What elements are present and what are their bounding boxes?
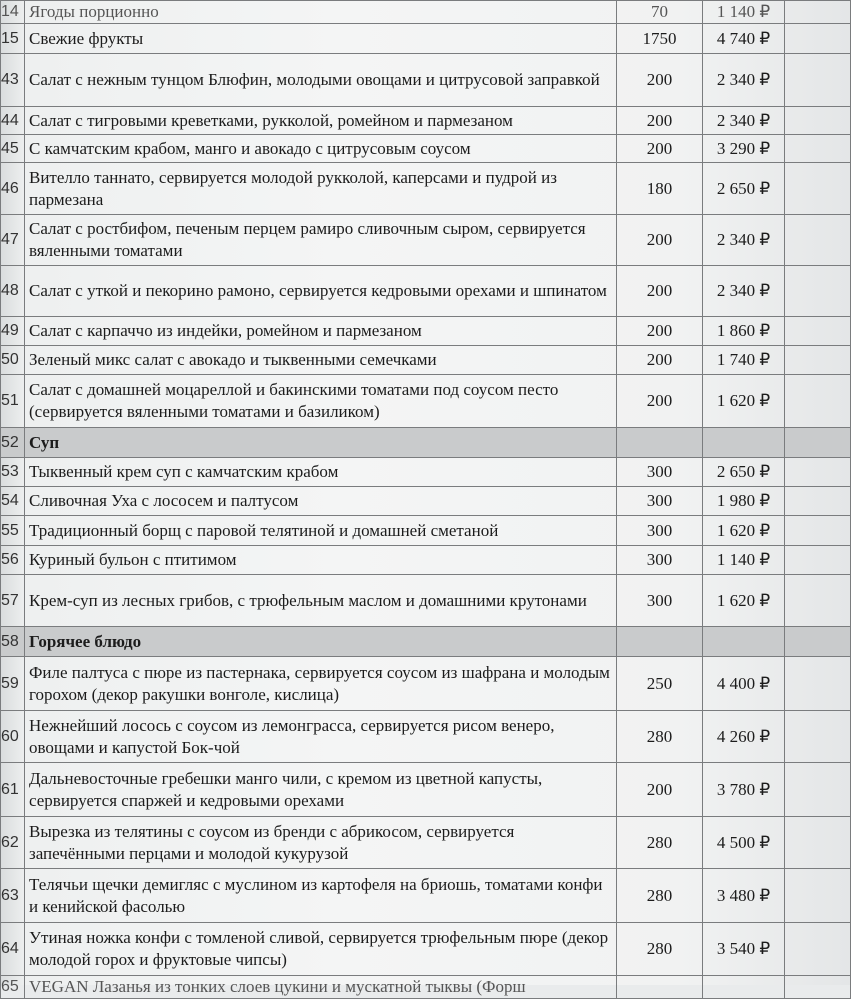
section-row: [1, 627, 851, 657]
menu-row: [1, 817, 851, 869]
empty-cell: [785, 763, 851, 817]
dish-price: 3 480 ₽: [703, 869, 785, 923]
dish-weight: 300: [617, 458, 703, 487]
dish-name: С камчатским крабом, манго и авокадо с цитрусовым соусом: [25, 135, 617, 163]
dish-weight: 200: [617, 54, 703, 107]
empty-cell: [785, 375, 851, 428]
dish-weight: 280: [617, 869, 703, 923]
dish-weight: 180: [617, 163, 703, 215]
menu-row: [1, 266, 851, 317]
menu-row: [1, 869, 851, 923]
empty-cell: [785, 516, 851, 546]
row-number: 15: [1, 24, 25, 54]
dish-weight: 300: [617, 516, 703, 546]
dish-name: Суп: [25, 428, 617, 458]
row-number: 56: [1, 546, 25, 575]
menu-row: [1, 976, 851, 999]
row-number: 49: [1, 317, 25, 346]
dish-price: 1 620 ₽: [703, 516, 785, 546]
menu-row: [1, 54, 851, 107]
dish-weight: 280: [617, 923, 703, 976]
menu-row: [1, 546, 851, 575]
dish-weight: 300: [617, 575, 703, 627]
menu-row: [1, 487, 851, 516]
row-number: 57: [1, 575, 25, 627]
dish-price: 1 980 ₽: [703, 487, 785, 516]
dish-name: Салат с домашней моцареллой и бакинскими томатами под соусом песто (сервируется вяленными томатами и базиликом): [25, 375, 617, 428]
menu-row: [1, 516, 851, 546]
menu-row: [1, 215, 851, 266]
dish-weight: 1750: [617, 24, 703, 54]
empty-cell: [785, 458, 851, 487]
menu-row: [1, 135, 851, 163]
dish-price: 3 540 ₽: [703, 923, 785, 976]
row-number: 58: [1, 627, 25, 657]
empty-cell: [785, 215, 851, 266]
dish-price: 1 140 ₽: [703, 1, 785, 24]
dish-name: Салат с уткой и пекорино рамоно, сервируется кедровыми орехами и шпинатом: [25, 266, 617, 317]
dish-name: Традиционный борщ с паровой телятиной и домашней сметаной: [25, 516, 617, 546]
menu-row: [1, 711, 851, 763]
dish-name: VEGAN Лазанья из тонких слоев цукини и мускатной тыквы (Форш: [25, 976, 617, 999]
dish-weight: [617, 627, 703, 657]
row-number: 55: [1, 516, 25, 546]
row-number: 50: [1, 346, 25, 375]
dish-name: Куриный бульон с птитимом: [25, 546, 617, 575]
menu-row: [1, 107, 851, 135]
section-row: [1, 428, 851, 458]
row-number: 65: [1, 976, 25, 999]
row-number: 14: [1, 1, 25, 24]
menu-row: [1, 346, 851, 375]
dish-name: Утиная ножка конфи с томленой сливой, сервируется трюфельным пюре (декор молодой горох и фруктовые чипсы): [25, 923, 617, 976]
dish-price: 1 140 ₽: [703, 546, 785, 575]
dish-name: Салат с тигровыми креветками, рукколой, ромейном и пармезаном: [25, 107, 617, 135]
empty-cell: [785, 346, 851, 375]
empty-cell: [785, 575, 851, 627]
dish-weight: 280: [617, 817, 703, 869]
row-number: 46: [1, 163, 25, 215]
dish-weight: 200: [617, 375, 703, 428]
empty-cell: [785, 107, 851, 135]
dish-weight: 300: [617, 487, 703, 516]
row-number: 59: [1, 657, 25, 711]
dish-weight: 200: [617, 317, 703, 346]
dish-price: [703, 428, 785, 458]
row-number: 60: [1, 711, 25, 763]
empty-cell: [785, 711, 851, 763]
dish-weight: 300: [617, 546, 703, 575]
menu-row: [1, 763, 851, 817]
empty-cell: [785, 869, 851, 923]
dish-price: 2 340 ₽: [703, 107, 785, 135]
dish-price: 4 500 ₽: [703, 817, 785, 869]
row-number: 62: [1, 817, 25, 869]
empty-cell: [785, 163, 851, 215]
row-number: 48: [1, 266, 25, 317]
dish-name: Нежнейший лосось с соусом из лемонграсса, сервируется рисом венеро, овощами и капустой Бок-чой: [25, 711, 617, 763]
dish-price: [703, 976, 785, 999]
dish-name: Горячее блюдо: [25, 627, 617, 657]
row-number: 47: [1, 215, 25, 266]
empty-cell: [785, 24, 851, 54]
dish-name: Свежие фрукты: [25, 24, 617, 54]
dish-price: 2 340 ₽: [703, 54, 785, 107]
dish-name: Дальневосточные гребешки манго чили, с кремом из цветной капусты, сервируется спаржей и кедровыми орехами: [25, 763, 617, 817]
dish-name: Вителло таннато, сервируется молодой рукколой, каперсами и пудрой из пармезана: [25, 163, 617, 215]
empty-cell: [785, 266, 851, 317]
menu-row: [1, 1, 851, 24]
empty-cell: [785, 317, 851, 346]
row-number: 53: [1, 458, 25, 487]
empty-cell: [785, 487, 851, 516]
dish-name: Филе палтуса с пюре из пастернака, сервируется соусом из шафрана и молодым горохом (декор ракушки вонголе, кислица): [25, 657, 617, 711]
menu-row: [1, 458, 851, 487]
empty-cell: [785, 657, 851, 711]
dish-name: Вырезка из телятины с соусом из бренди с абрикосом, сервируется запечёнными перцами и молодой кукурузой: [25, 817, 617, 869]
row-number: 52: [1, 428, 25, 458]
dish-weight: 250: [617, 657, 703, 711]
menu-row: [1, 317, 851, 346]
dish-weight: 200: [617, 266, 703, 317]
dish-price: 1 860 ₽: [703, 317, 785, 346]
row-number: 43: [1, 54, 25, 107]
dish-price: 1 740 ₽: [703, 346, 785, 375]
dish-name: Сливочная Уха с лососем и палтусом: [25, 487, 617, 516]
empty-cell: [785, 135, 851, 163]
row-number: 63: [1, 869, 25, 923]
menu-row: [1, 375, 851, 428]
row-number: 51: [1, 375, 25, 428]
menu-row: [1, 163, 851, 215]
empty-cell: [785, 923, 851, 976]
dish-weight: 200: [617, 763, 703, 817]
dish-price: 3 290 ₽: [703, 135, 785, 163]
dish-name: Салат с ростбифом, печеным перцем рамиро сливочным сыром, сервируется вяленными томатами: [25, 215, 617, 266]
dish-weight: 200: [617, 135, 703, 163]
dish-weight: [617, 428, 703, 458]
dish-price: 2 650 ₽: [703, 458, 785, 487]
dish-price: 3 780 ₽: [703, 763, 785, 817]
dish-weight: 70: [617, 1, 703, 24]
empty-cell: [785, 54, 851, 107]
dish-weight: 200: [617, 107, 703, 135]
dish-name: Телячьи щечки демигляс с муслином из картофеля на бриошь, томатами конфи и кенийской фасолью: [25, 869, 617, 923]
row-number: 44: [1, 107, 25, 135]
empty-cell: [785, 428, 851, 458]
menu-row: [1, 923, 851, 976]
dish-price: 4 400 ₽: [703, 657, 785, 711]
dish-name: Крем-суп из лесных грибов, с трюфельным маслом и домашними крутонами: [25, 575, 617, 627]
dish-price: 1 620 ₽: [703, 575, 785, 627]
dish-weight: [617, 976, 703, 999]
row-number: 54: [1, 487, 25, 516]
menu-row: [1, 24, 851, 54]
dish-name: Салат с карпаччо из индейки, ромейном и пармезаном: [25, 317, 617, 346]
dish-name: Тыквенный крем суп с камчатским крабом: [25, 458, 617, 487]
row-number: 64: [1, 923, 25, 976]
dish-price: [703, 627, 785, 657]
empty-cell: [785, 976, 851, 999]
empty-cell: [785, 627, 851, 657]
row-number: 61: [1, 763, 25, 817]
menu-row: [1, 575, 851, 627]
empty-cell: [785, 817, 851, 869]
dish-name: Ягоды порционно: [25, 1, 617, 24]
dish-price: 1 620 ₽: [703, 375, 785, 428]
dish-price: 4 260 ₽: [703, 711, 785, 763]
dish-weight: 200: [617, 215, 703, 266]
dish-price: 2 650 ₽: [703, 163, 785, 215]
dish-price: 4 740 ₽: [703, 24, 785, 54]
dish-price: 2 340 ₽: [703, 266, 785, 317]
dish-weight: 200: [617, 346, 703, 375]
menu-row: [1, 657, 851, 711]
dish-name: Салат с нежным тунцом Блюфин, молодыми овощами и цитрусовой заправкой: [25, 54, 617, 107]
row-number: 45: [1, 135, 25, 163]
empty-cell: [785, 1, 851, 24]
dish-price: 2 340 ₽: [703, 215, 785, 266]
dish-weight: 280: [617, 711, 703, 763]
dish-name: Зеленый микс салат с авокадо и тыквенными семечками: [25, 346, 617, 375]
empty-cell: [785, 546, 851, 575]
